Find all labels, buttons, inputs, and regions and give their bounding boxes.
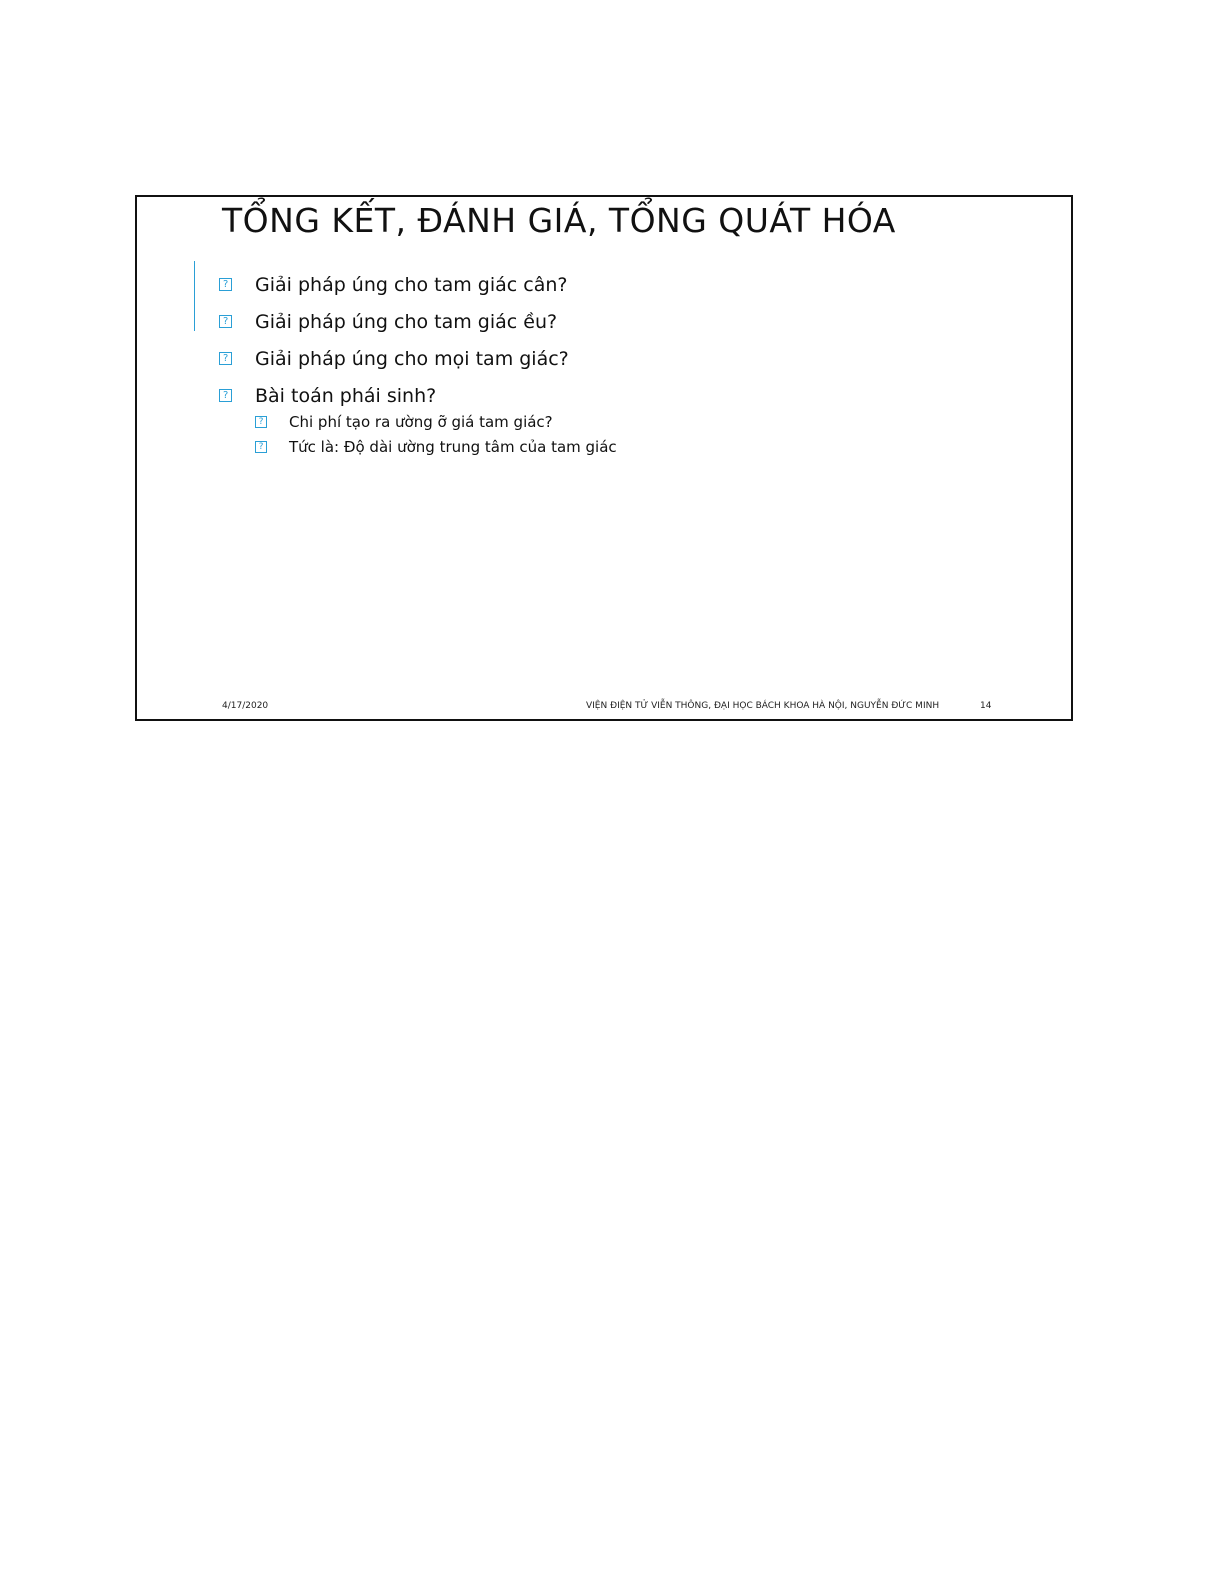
- bullet-text: Giải pháp úng cho tam giác ều?: [255, 311, 558, 333]
- sub-bullet-text: Tức là: Độ dài ường trung tâm của tam giác: [289, 438, 617, 456]
- sub-bullet-group: [219, 410, 617, 460]
- bullet-marker-icon: ?: [219, 389, 232, 402]
- sub-bullet-marker-icon: ?: [255, 416, 267, 428]
- slide-frame: [135, 195, 1073, 721]
- bullet-item: [219, 308, 617, 345]
- bullet-text: Bài toán phái sinh?: [255, 385, 437, 407]
- bullet-item: [219, 271, 617, 308]
- footer-institution: VIỆN ĐIỆN TỬ VIỄN THÔNG, ĐẠI HỌC BÁCH KHOA HÀ NỘI, NGUYỄN ĐỨC MINH: [586, 701, 940, 711]
- bullet-marker-icon: ?: [219, 352, 232, 365]
- accent-line: [194, 261, 195, 331]
- sub-bullet-item: [255, 435, 617, 460]
- bullet-item: [219, 345, 617, 382]
- bullet-marker-icon: ?: [219, 278, 232, 291]
- footer-date: 4/17/2020: [222, 701, 269, 711]
- bullet-text: Giải pháp úng cho tam giác cân?: [255, 274, 568, 296]
- sub-bullet-text: Chi phí tạo ra ường ỡ giá tam giác?: [289, 413, 553, 431]
- bullet-marker-icon: ?: [219, 315, 232, 328]
- sub-bullet-marker-icon: ?: [255, 441, 267, 453]
- sub-bullet-item: [255, 410, 617, 435]
- slide-title: TỔNG KẾT, ĐÁNH GIÁ, TỔNG QUÁT HÓA: [222, 201, 896, 240]
- footer-page-number: 14: [980, 701, 992, 711]
- bullet-text: Giải pháp úng cho mọi tam giác?: [255, 348, 569, 370]
- bullet-list: [219, 271, 617, 460]
- sub-bullet-list: [219, 410, 617, 460]
- bullet-item: [219, 382, 617, 410]
